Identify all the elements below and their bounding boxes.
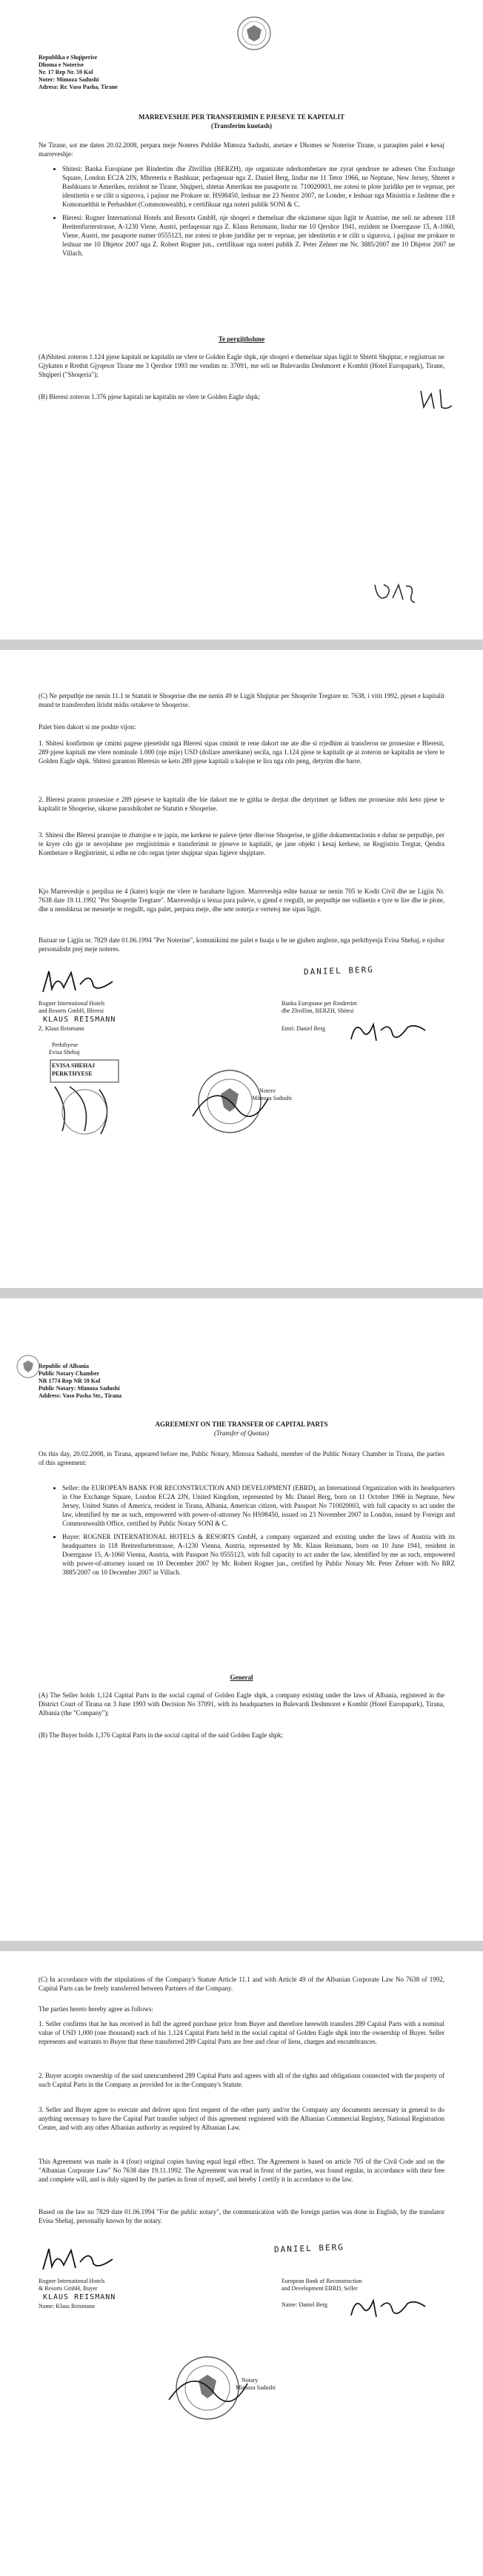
seller-signature [348, 2293, 430, 2323]
header-line: Public Notary: Mimoza Sadushi [39, 1385, 120, 1392]
sig-right-line: Banka Europiane per Rindertim [282, 1000, 357, 1007]
clause-b: (B) The Buyer holds 1,376 Capital Parts in the social capital of the said Golden Eagle shpk; [39, 1731, 284, 1739]
document-page-1 [0, 0, 483, 640]
signature-initials [415, 385, 459, 415]
header-line: Republika e Shqiperise [39, 54, 98, 61]
buyer-signature [39, 2244, 120, 2274]
sig-right-line: Name: Daniel Berg [282, 2301, 328, 2308]
agree-line: Palet bien dakort si me poshte vijon: [39, 723, 136, 731]
document-page-4 [0, 1951, 483, 2576]
party-seller: • Seller: the EUROPEAN BANK FOR RECONSTRUCTION AND DEVELOPMENT (EBRD), an International Organization with its headquarters in One Exchange Square, London EC2A 2JN, United Kingdom, represented by Mr. Daniel Berg, born on 11 October 1966 in Neptune, New Jersey, United States of America, resident in Tirana, Albania, American citizen, with Passport No 710020003, with full capacity to act under the law, identified by me as such, empowered with power-of-attorney No HS98450, issued on 23 November 2007 in London, issued by Foreign and Commonwealth Office, certified by Public Notary SONI & C. [62, 1483, 455, 1528]
header-line: Adresa: Rr. Vaso Pasha, Tirane [39, 84, 118, 90]
notary-label: Notere [259, 1087, 276, 1094]
notary-name: Mimoza Sadushi [236, 2384, 276, 2391]
document-title: AGREEMENT ON THE TRANSFER OF CAPITAL PARTS [155, 1421, 328, 1428]
notary-label: Notary [242, 2377, 259, 2384]
intro-paragraph: On this day, 20.02.2008, in Tirana, appeared before me, Public Notary, Mimoza Sadushi, member of the Public Notary Chamber in Tirana, the parties of this agreement: [39, 1450, 444, 1466]
header-line: Republic of Albania [39, 1363, 90, 1369]
albanian-emblem-seal [15, 1353, 41, 1380]
sig-right-line: dhe Zhvillim, BERZH, Shitesi [282, 1007, 354, 1014]
handwritten-name-buyer: KLAUS REISMANN [43, 1016, 116, 1024]
notary-name: Mimoza Sadushi [252, 1095, 292, 1101]
party-buyer: • Buyer: ROGNER INTERNATIONAL HOTELS & RESORTS GmbH, a company organized and existing under the laws of Austria with its headquarters in 118 Breitenfurterstrasse, A-1230 Vienna, Austria, represented by Mr. Klaus Reismann, born on 10 June 1941, resident in Doerrgasse 15, A-1060 Vienna, Austria, with Passport No 0555123, with full capacity to act under the law, identified by me as such, empowered with power-of-attorney issued on 10 December 2007 by Mr. Robert Rogner jun., certified by Public Notary Mr. Peter Zehner with No BRZ 3885/2007 on 10 December 2007 in Villach. [62, 1532, 455, 1577]
document-subtitle: (Transferim kuotash) [210, 122, 273, 130]
handwritten-name-seller: DANIEL BERG [303, 965, 375, 977]
closing-paragraph: Kjo Marreveshje u perpilua ne 4 (kater) kopje me vlere te barabarte ligjore. Marreveshja eshte bazuar ne nenin 705 te Kodit Civil dhe ne Ligjin Nr. 7638 date 19.11.1992 "Per Shoqerite Tregtare". Marreveshja u lexua para paleve, u gjend e rregullt, ne perputhje me vullnetin e tyre te lire dhe te plote, dhe u nenshkrua ne mesnetje te rregullt, nga palet, perpara meje, dhe sete noterja e vertetoj me sipas ligjit. [39, 888, 444, 913]
albanian-emblem-seal [236, 15, 273, 52]
closing-paragraph: This Agreement was made in 4 (four) original copies having equal legal effect. The Agreement is based on article 705 of the Civil Code and on the "Albanian Corporate Law" No 7638 date 19.11.1992. The Agreement was read in front of the parties, was found regular, in accordance with their free and complete will, and is duly signed by the parties in front of myself, and hereby I certify it in accordance to the law. [39, 2158, 444, 2183]
agree-line: The parties hereto hereby agree as follows: [39, 2005, 153, 2013]
agreement-item: 3. Seller and Buyer agree to execute and deliver upon first request of the other party and/or the Company any documents necessary in general to do anything necessary to have the Capital Part transfer subject of this agreement registered with the Albanian Commercial Registry, National Registration Center, and with any other Albanian authority as required by Albanian Law. [39, 2106, 444, 2131]
header-line: NR 1774 Rep NR 59 Kol [39, 1378, 101, 1384]
document-subtitle: (Transfer of Quotas) [213, 1429, 269, 1437]
buyer-signature [39, 967, 120, 996]
sig-left-line: Name: Klaus Reismann [39, 2303, 95, 2310]
translation-paragraph: Based on the law no 7829 date 01.06.1994 "For the public notary", the communication with the foreign parties was done in English, by the translator Evisa Shehaj, personally known by the notary. [39, 2208, 444, 2224]
agreement-item: 1. Shitesi konfirmon qe cmimi pagese pjesetisht nga Bleresi sipas cmimit te rene dakort me ate dhe si rrjedhim ai transferon ne pronesine e Bleresit, 289 pjese kapitali me vlere nominale 1.000 (nje mije) USD (dollare amerikane) secila, nga 1.124 pjese te kapitalit qe ai zoteron ne kapitalin ne vlere te Golden Eagle shpk. Shitesi garanton Bleresin se keto 289 pjese kapitali u kalojne te lira nga cdo peng, detyrim dhe barre. [39, 739, 444, 765]
party-seller: • Shitesi: Banka Europiane per Rindertim dhe Zhvillim (BERZH), nje organizate nderkombetare me zyrat qendrore ne adresen One Exchange Square, London EC2A 2JN, Mbreteria e Bashkuar, perfaqesuar nga Z. Daniel Berg, lindur me 11 Tetor 1966, ne Neptune, New Jersey, Shtetet e Bashkuara te Amerikes, rezident ne Tirane, Shqiperi, shtetas Amerikan me pasaporte nr. 710020003, me zotesi te plote juridike per te vepruar, per identitetin e se cilit u sigurova, i pajisur me Prokure nr. HS98450, leshuar me 23 Nentor 2007, ne Londer, e leshuar nga Ministria e Jashtme dhe e Komonuelthit te Perbashket (Commonwealth), e certifikuar nga noteri publik SONI & C. [62, 164, 455, 209]
header-line: Nr. 17 Rep Nr. 59 Kol [39, 69, 93, 76]
party-buyer: • Bleresi: Rogner International Hotels and Resorts GmbH, nje shoqeri e themeluar dhe ekzistuese sipas ligjit te Austrise, me seli ne adresen 118 Breitenfurterstrasse, A-1230 Viene, Austri, perfaqesuar nga Z. Klaus Reismann, lindur me 10 Qershor 1941, rezident ne Doerrgasse 15, A-1060, Viene, Austri, me pasaporte numer 0555123, me zotesi te plote juridike per te vepruar, per identitetin e te cilit u sigurova, i pajisur me prokure te leshuar me 10 Dhjetor 2007 nga Z. Robert Rogner jun., certifikuar nga noteri publik Z. Peter Zehner me Nr. 3885/2007 me 10 Dhjetor 2007 ne Villach. [62, 213, 455, 258]
agreement-item: 3. Shitesi dhe Bleresi pranojne te zbatojne e te japin, me kerkese te paleve tjeter dhe/ose Shoqerise, te gjithe dokumentacionin e duhur ne perputhje, per te kryer cdo gje te nevojshme per rregjistrimin e transferimit te pjeseve te kapitalit, qe jane objekt i kesaj kerkese, ne Regjistrin Tregtar, Qendra Kombetare e Regjistrimit, si edhe ne cdo organ tjeter shqiptar sipas ligjeve shqiptare. [39, 831, 444, 856]
translator-label: Perkthyese [52, 1042, 79, 1048]
sig-right-line: Emri: Daniel Berg [282, 1025, 325, 1032]
sig-left-line: & Resorts GmbH, Buyer [39, 2285, 98, 2292]
section-heading: General [230, 1674, 253, 1681]
header-line: Noter: Mimoza Sadushi [39, 76, 99, 83]
signature-initials [370, 577, 422, 607]
document-title: MARREVESHJE PER TRANSFERIMIN E PJESEVE TE KAPITALIT [138, 113, 345, 121]
parties-list [52, 1483, 455, 1581]
agreement-item: 1. Seller confirms that he has received in full the agreed purchase price from Buyer and therefore herewith transfers 289 Capital Parts with a nominal value of USD 1,000 (one thousand) each of his 1,124 Capital Parts held in the social capital of Golden Eagle shpk into the ownership of Buyer. Seller represents and warrants to Buyer that these transferred 289 Capital Parts are free and clear of liens, charges and encumbrances. [39, 2020, 444, 2045]
sig-right-line: and Development EBRD, Seller [282, 2285, 358, 2292]
clause-a: (A) The Seller holds 1,124 Capital Parts in the social capital of Golden Eagle shpk, a company existing under the laws of Albania, registered in the District Court of Tirana on 3 June 1993 with Decision No 37091, with its headquarters in Bulevardi Deshmoret e Kombit (Hotel Europapark), Tirana, Albania (the "Company"); [39, 1691, 444, 1717]
sig-left-line: Rogner International Hotels [39, 2278, 105, 2284]
sig-left-line: and Resorts GmbH, Bleresi [39, 1007, 104, 1014]
seller-signature [348, 1017, 430, 1047]
clause-a: (A)Shitesi zoteron 1.124 pjese kapitali ne kapitalin ne vlere te Golden Eagle shpk, nje shoqeri e themeluar sipas ligjit te Shtetit Shqiptar, e regjistruar ne Gjykaten e Rrethit Gjyqesor Tirane me 3 Qershor 1993 me vendim nr. 37091, me seli ne Bulevardin Deshmoret e Kombit (Hotel Europapark), Tirane, Shqiperi ("Shoqeria"); [39, 353, 444, 378]
header-line: Public Notary Chamber [39, 1370, 100, 1377]
header-line: Address: Vaso Pasha Str., Tirana [39, 1392, 122, 1399]
document-page-3 [0, 1298, 483, 1941]
clause-b: (B) Bleresi zoteron 1.376 pjese kapitali ne kapitalin ne vlere te Golden Eagle shpk; [39, 393, 260, 400]
sig-right-line: European Bank of Reconstruction [282, 2278, 362, 2284]
translator-name: Evisa Shehaj [49, 1049, 80, 1056]
sig-left-line: Z. Klaus Reismann [39, 1025, 84, 1032]
agreement-item: 2. Buyer accepts ownership of the said unencumbered 289 Capital Parts and agrees with all of the rights and obligations connected with the property of such Capital Parts in the Company as provided for in the Company's Statute. [39, 2072, 444, 2088]
stamp-text: EVISA SHEHAJ PERKTHYESE [52, 1062, 96, 1077]
handwritten-name-buyer: KLAUS REISMANN [43, 2293, 116, 2301]
sig-left-line: Rogner International Hotels [39, 1000, 105, 1007]
clause-c: (C) Ne perputhje me nenin 11.1 te Statutit te Shoqerise dhe me nenin 49 te Ligjit Shqiptar per Shoqerite Tregtare nr. 7638, i vitit 1992, pjeset e kapitalit mund te transferohen lirisht midis ortakeve te Shoqerise. [39, 692, 444, 708]
intro-paragraph: Ne Tirane, sot me daten 20.02.2008, perpara meje Noteres Publike Mimoza Sadushi, anetare e Dhomes se Noterise Tirane, u paraqiten palet e kesaj marreveshje: [39, 141, 444, 158]
agreement-item: 2. Bleresi pranon pronesine e 289 pjeseve te kapitalit dhe bie dakort me te gjitha te drejtat dhe detyrimet qe lidhen me pronesine mbi keto pjese te kapitalit te Shoqerise, sikurse parashikohet ne Statutin e Shoqerise. [39, 796, 444, 812]
section-heading: Te pergjithshme [218, 335, 265, 343]
header-line: Dhoma e Noterise [39, 61, 84, 68]
translation-paragraph: Bazuar ne Ligjin nr. 7829 date 01.06.1994 "Per Noterine", komunikimi me palet e huaja u be ne gjuhen angleze, nga perkthyesja Evisa Shehaj, e njohur personalisht prej meje noteres. [39, 936, 444, 953]
clause-c: (C) In accordance with the stipulations of the Company's Statute Article 11.1 and with Article 49 of the Albanian Corporate Law No 7638 of 1992, Capital Parts can be freely transferred between Partners of the Company. [39, 1976, 444, 1992]
handwritten-name-seller: DANIEL BERG [273, 2242, 345, 2255]
parties-list [52, 164, 455, 262]
document-page-2 [0, 650, 483, 1288]
